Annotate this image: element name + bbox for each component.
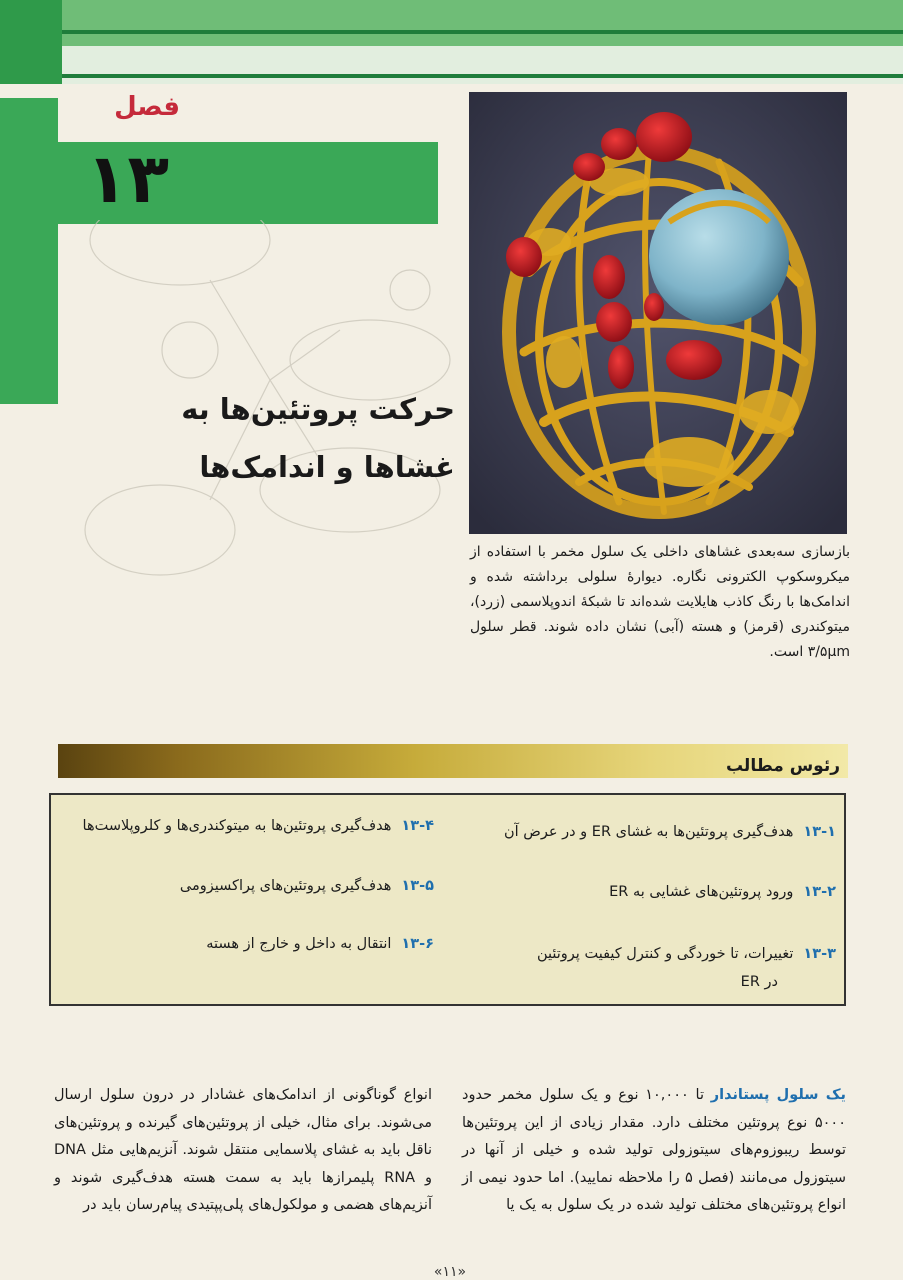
page-number: «۱۱» bbox=[433, 1264, 467, 1280]
outline-item-text: هدف‌گیری پروتئین‌ها به میتوکندری‌ها و کلروپلاست‌ها bbox=[82, 818, 392, 834]
cell-reconstruction-image bbox=[469, 92, 847, 534]
outline-item bbox=[456, 819, 836, 845]
outline-item bbox=[54, 813, 434, 839]
body-text-right-column bbox=[462, 1082, 846, 1220]
outline-item-number: ۱۳-۳ bbox=[803, 946, 836, 962]
chapter-title-line-1: حرکت پروتئین‌ها به bbox=[181, 392, 455, 426]
body-text-left-column: انواع گوناگونی از اندامک‌های غشادار در درون سلول ارسال می‌شوند. برای مثال، خیلی از پروتئین‌های گیرنده و پروتئین‌های ناقل باید به غشای پلاسمایی منتقل شوند. آنزیم‌هایی مثل DNA و RNA پلیمرازها باید به سمت هسته هدف‌گیری شوند و آنزیم‌های هضمی و مولکول‌های پلی‌پپتیدی پیام‌رسان باید در bbox=[54, 1087, 432, 1213]
outline-item-number: ۱۳-۶ bbox=[401, 936, 434, 952]
outline-box bbox=[49, 793, 846, 1006]
header-rule-top bbox=[62, 30, 903, 34]
body-paragraph-right: تا ۱۰,۰۰۰ نوع و یک سلول مخمر حدود ۵۰۰۰ نوع پروتئین مختلف دارد. مقدار زیادی از این پروتئین‌ها توسط ریبوزوم‌های سیتوزولی تولید شده و خیلی از آنها در سیتوزول می‌مانند (فصل ۵ را ملاحظه نمایید). اما حدود نیمی از انواع پروتئین‌های مختلف تولید شده در یک سلول به یک یا bbox=[462, 1087, 846, 1213]
outline-heading: رئوس مطالب bbox=[725, 756, 840, 776]
body-highlight-term: یک سلول پستاندار bbox=[710, 1087, 846, 1103]
chapter-title-line-2: غشاها و اندامک‌ها bbox=[199, 450, 455, 484]
outline-item-text: هدف‌گیری پروتئین‌ها به غشای ER و در عرض آن bbox=[504, 824, 794, 840]
outline-item-text: انتقال به داخل و خارج از هسته bbox=[206, 936, 392, 952]
outline-item-text-continued: در ER bbox=[740, 974, 778, 990]
header-rule-bottom bbox=[62, 74, 903, 78]
outline-item-text: ورود پروتئین‌های غشایی به ER bbox=[609, 884, 794, 900]
outline-item bbox=[456, 941, 836, 995]
outline-item-text: هدف‌گیری پروتئین‌های پراکسیزومی bbox=[179, 878, 392, 894]
chapter-title bbox=[170, 380, 455, 496]
outline-item-number: ۱۳-۱ bbox=[803, 824, 836, 840]
chapter-number: ۱۳ bbox=[86, 140, 170, 219]
chapter-side-bar bbox=[0, 98, 58, 404]
header-band-top bbox=[0, 0, 903, 46]
outline-item-number: ۱۳-۵ bbox=[401, 878, 434, 894]
outline-item bbox=[54, 931, 434, 957]
figure-caption: بازسازی سه‌بعدی غشاهای داخلی یک سلول مخمر با استفاده از میکروسکوپ الکترونی نگاره. دیوارهٔ سلولی برداشته شده و اندامک‌ها با رنگ کاذب هایلایت شده‌اند تا شبکهٔ اندوپلاسمی (زرد)، میتوکندری (قرمز) و هسته (آبی) نشان داده شوند. قطر سلول ۳/۵μm است. bbox=[470, 544, 850, 660]
header-band-bottom bbox=[0, 46, 903, 84]
outline-item bbox=[456, 879, 836, 905]
outline-item-text: تغییرات، تا خوردگی و کنترل کیفیت پروتئین bbox=[536, 946, 794, 962]
outline-item-number: ۱۳-۴ bbox=[401, 818, 434, 834]
outline-item bbox=[54, 873, 434, 899]
outline-item-number: ۱۳-۲ bbox=[803, 884, 836, 900]
chapter-label: فصل bbox=[114, 92, 180, 122]
